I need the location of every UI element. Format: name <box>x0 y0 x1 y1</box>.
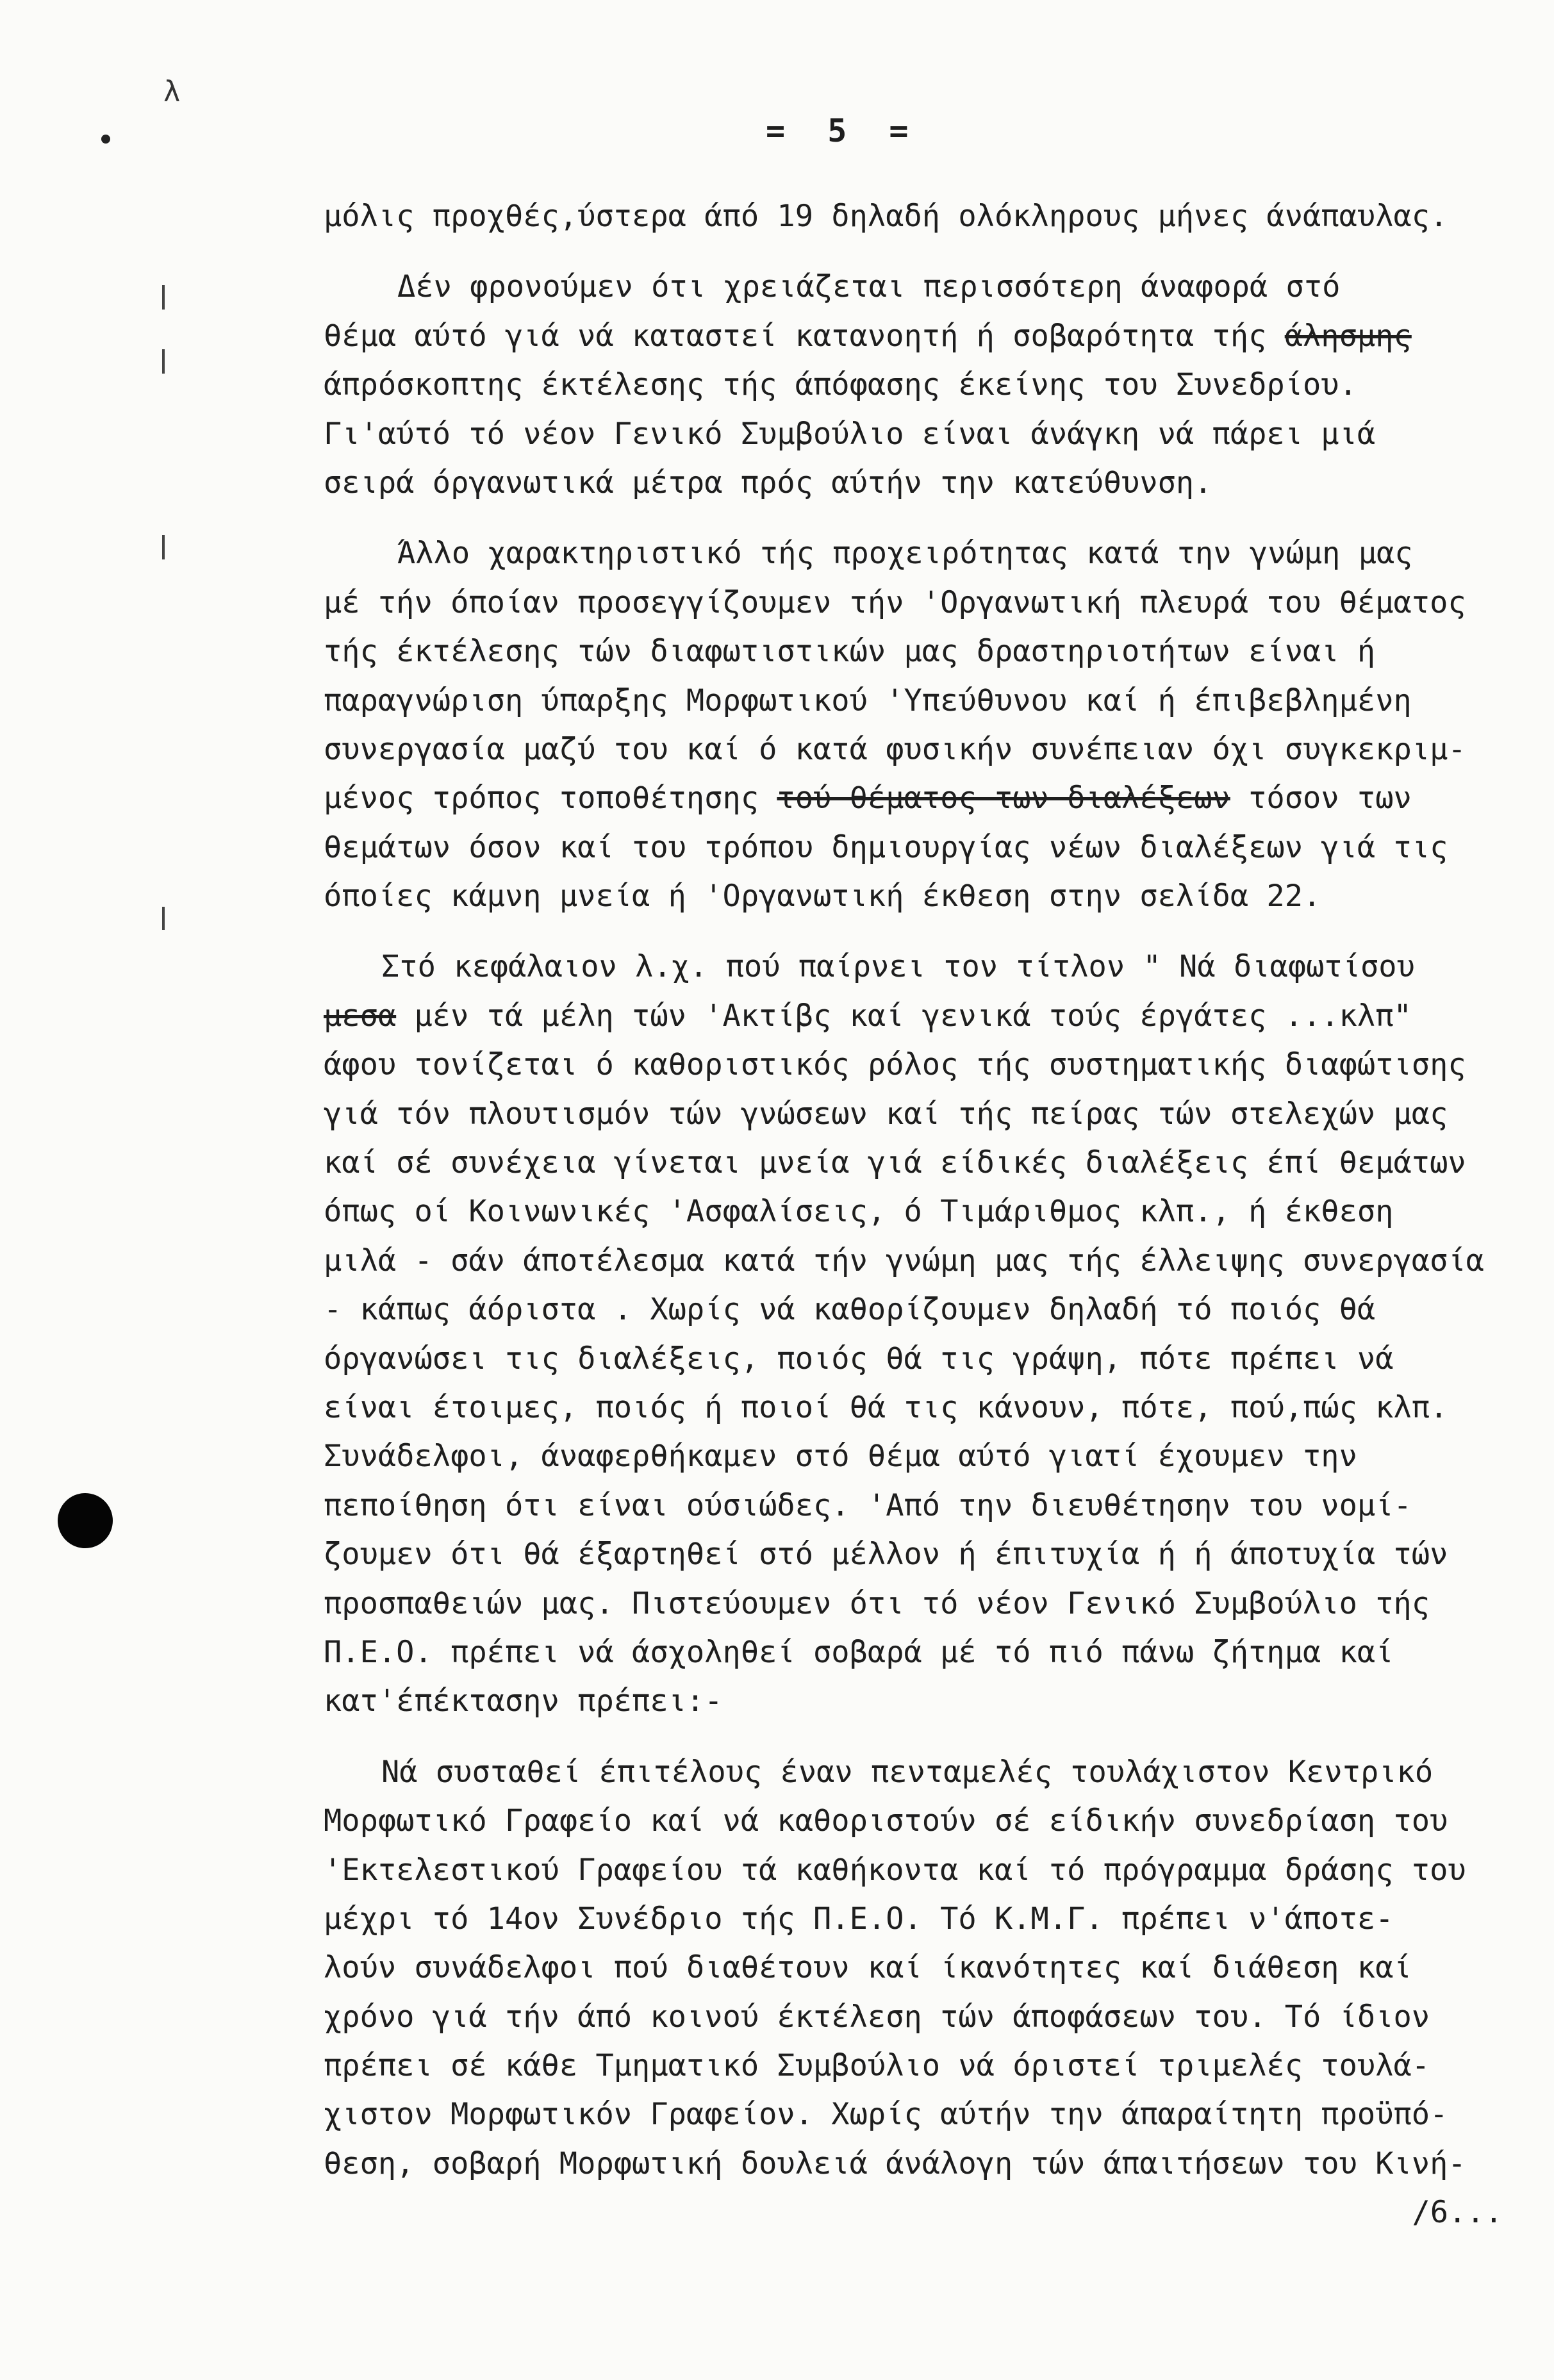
corner-mark: λ <box>163 76 181 108</box>
text-line: μόλις προχθές,ύστερα άπό 19 δηλαδή ολόκληρους μήνες άνάπαυλας. <box>324 199 1448 234</box>
text-line: Άλλο χαρακτηριστικό τής προχειρότητας κατά την γνώμη μας <box>397 536 1413 572</box>
text-line: όργανώσει τις διαλέξεις, ποιός θά τις γράψη, πότε πρέπει νά <box>324 1341 1394 1376</box>
text-line: όποίες κάμνη μνεία ή 'Οργανωτική έκθεση στην σελίδα 22. <box>324 879 1321 914</box>
text-line: θεση, σοβαρή Μορφωτική δουλειά άνάλογη τών άπαιτήσεων του Κινή- <box>324 2145 1466 2181</box>
text-line: Μορφωτικό Γραφείο καί νά καθοριστούν σέ είδικήν συνεδρίαση του <box>324 1803 1448 1839</box>
margin-tick <box>162 285 165 310</box>
paragraph-gap <box>324 508 1541 529</box>
document-body <box>324 192 1541 2238</box>
text-line: μεσα μέν τά μέλη τών 'Ακτίβς καί γενικά τούς έργάτες ...κλπ" <box>324 998 1412 1034</box>
text-line: Στό κεφάλαιον λ.χ. πού παίρνει τον τίτλον " Νά διαφωτίσου <box>381 949 1415 985</box>
struck-text: μεσα <box>324 998 397 1034</box>
text-line: γιά τόν πλουτισμόν τών γνώσεων καί τής πείρας τών στελεχών μας <box>324 1096 1448 1132</box>
text-line: Π.Ε.Ο. πρέπει νά άσχοληθεί σοβαρά μέ τό πιό πάνω ζήτημα καί <box>324 1634 1394 1670</box>
text-line: κατ'έπέκτασην πρέπει:- <box>324 1683 723 1719</box>
page-number: = 5 = <box>766 112 920 149</box>
text-line: Συνάδελφοι, άναφερθήκαμεν στό θέμα αύτό γιατί έχουμεν την <box>324 1439 1357 1475</box>
continuation-marker: /6... <box>1412 2195 1503 2231</box>
text-line: ζουμεν ότι θά έξαρτηθεί στό μέλλον ή έπιτυχία ή ή άποτυχία τών <box>324 1537 1448 1573</box>
text-line: καί σέ συνέχεια γίνεται μνεία γιά είδικές διαλέξεις έπί θεμάτων <box>324 1145 1466 1181</box>
text-line: μιλά - σάν άποτέλεσμα κατά τήν γνώμη μας τής έλλειψης συνεργασία <box>324 1243 1484 1278</box>
text-line: θέμα αύτό γιά νά καταστεί κατανοητή ή σοβαρότητα τής άλησμης <box>324 318 1412 354</box>
text-line: είναι έτοιμες, ποιός ή ποιοί θά τις κάνουν, πότε, πού,πώς κλπ. <box>324 1389 1448 1425</box>
text-line: Νά συσταθεί έπιτέλους έναν πενταμελές τουλάχιστον Κεντρικό <box>381 1754 1434 1790</box>
text-line: χιστον Μορφωτικόν Γραφείον. Χωρίς αύτήν την άπαραίτητη προϋπό- <box>324 2097 1448 2133</box>
margin-dot <box>101 135 110 144</box>
text-line: - κάπως άόριστα . Χωρίς νά καθορίζουμεν δηλαδή τό ποιός θά <box>324 1292 1376 1328</box>
text-line: παραγνώριση ύπαρξης Μορφωτικού 'Υπεύθυνου καί ή έπιβεβλημένη <box>324 682 1412 718</box>
text-line: άφου τονίζεται ό καθοριστικός ρόλος τής συστηματικής διαφώτισης <box>324 1047 1466 1083</box>
text-line: προσπαθειών μας. Πιστεύουμεν ότι τό νέον Γενικό Συμβούλιο τής <box>324 1585 1430 1621</box>
text-line: 'Εκτελεστικού Γραφείου τά καθήκοντα καί τό πρόγραμμα δράσης του <box>324 1852 1466 1888</box>
text-line: τής έκτέλεσης τών διαφωτιστικών μας δραστηριοτήτων είναι ή <box>324 634 1376 670</box>
text-line: συνεργασία μαζύ του καί ό κατά φυσικήν συνέπειαν όχι συγκεκριμ- <box>324 731 1466 767</box>
text-line: μένος τρόπος τοποθέτησης τού θέματος των διαλέξεων τόσον των <box>324 781 1412 816</box>
struck-text: τού θέματος των διαλέξεων <box>777 781 1230 816</box>
text-line: άπρόσκοπτης έκτέλεσης τής άπόφασης έκείνης του Συνεδρίου. <box>324 367 1357 403</box>
text-line: λούν συνάδελφοι πού διαθέτουν καί ίκανότητες καί διάθεση καί <box>324 1950 1412 1986</box>
struck-text: άλησμης <box>1284 318 1412 354</box>
paragraph-gap <box>324 1726 1541 1748</box>
text-line: όπως οί Κοινωνικές 'Ασφαλίσεις, ό Τιμάριθμος κλπ., ή έκθεση <box>324 1194 1394 1230</box>
text-line: σειρά όργανωτικά μέτρα πρός αύτήν την κατεύθυνση. <box>324 465 1212 500</box>
text-line: χρόνο γιά τήν άπό κοινού έκτέλεση τών άποφάσεων του. Τό ίδιον <box>324 1999 1430 2035</box>
punch-hole <box>58 1493 113 1548</box>
text-line: θεμάτων όσον καί του τρόπου δημιουργίας νέων διαλέξεων γιά τις <box>324 829 1448 865</box>
text-line: μέ τήν όποίαν προσεγγίζουμεν τήν 'Οργανωτική πλευρά του θέματος <box>324 584 1466 620</box>
paragraph-gap <box>324 921 1541 943</box>
text-line: πεποίθηση ότι είναι ούσιώδες. 'Από την διευθέτησην του νομί- <box>324 1487 1412 1523</box>
text-line: πρέπει σέ κάθε Τμηματικό Συμβούλιο νά όριστεί τριμελές τουλά- <box>324 2048 1430 2084</box>
paragraph-gap <box>324 241 1541 263</box>
margin-tick <box>162 907 165 930</box>
margin-tick <box>162 535 165 559</box>
margin-tick <box>162 349 165 374</box>
text-line: μέχρι τό 14ον Συνέδριο τής Π.Ε.Ο. Τό Κ.Μ.Γ. πρέπει ν'άποτε- <box>324 1901 1394 1937</box>
text-line: Γι'αύτό τό νέον Γενικό Συμβούλιο είναι άνάγκη νά πάρει μιά <box>324 416 1376 452</box>
text-line: Δέν φρονούμεν ότι χρειάζεται περισσότερη άναφορά στό <box>397 269 1341 305</box>
